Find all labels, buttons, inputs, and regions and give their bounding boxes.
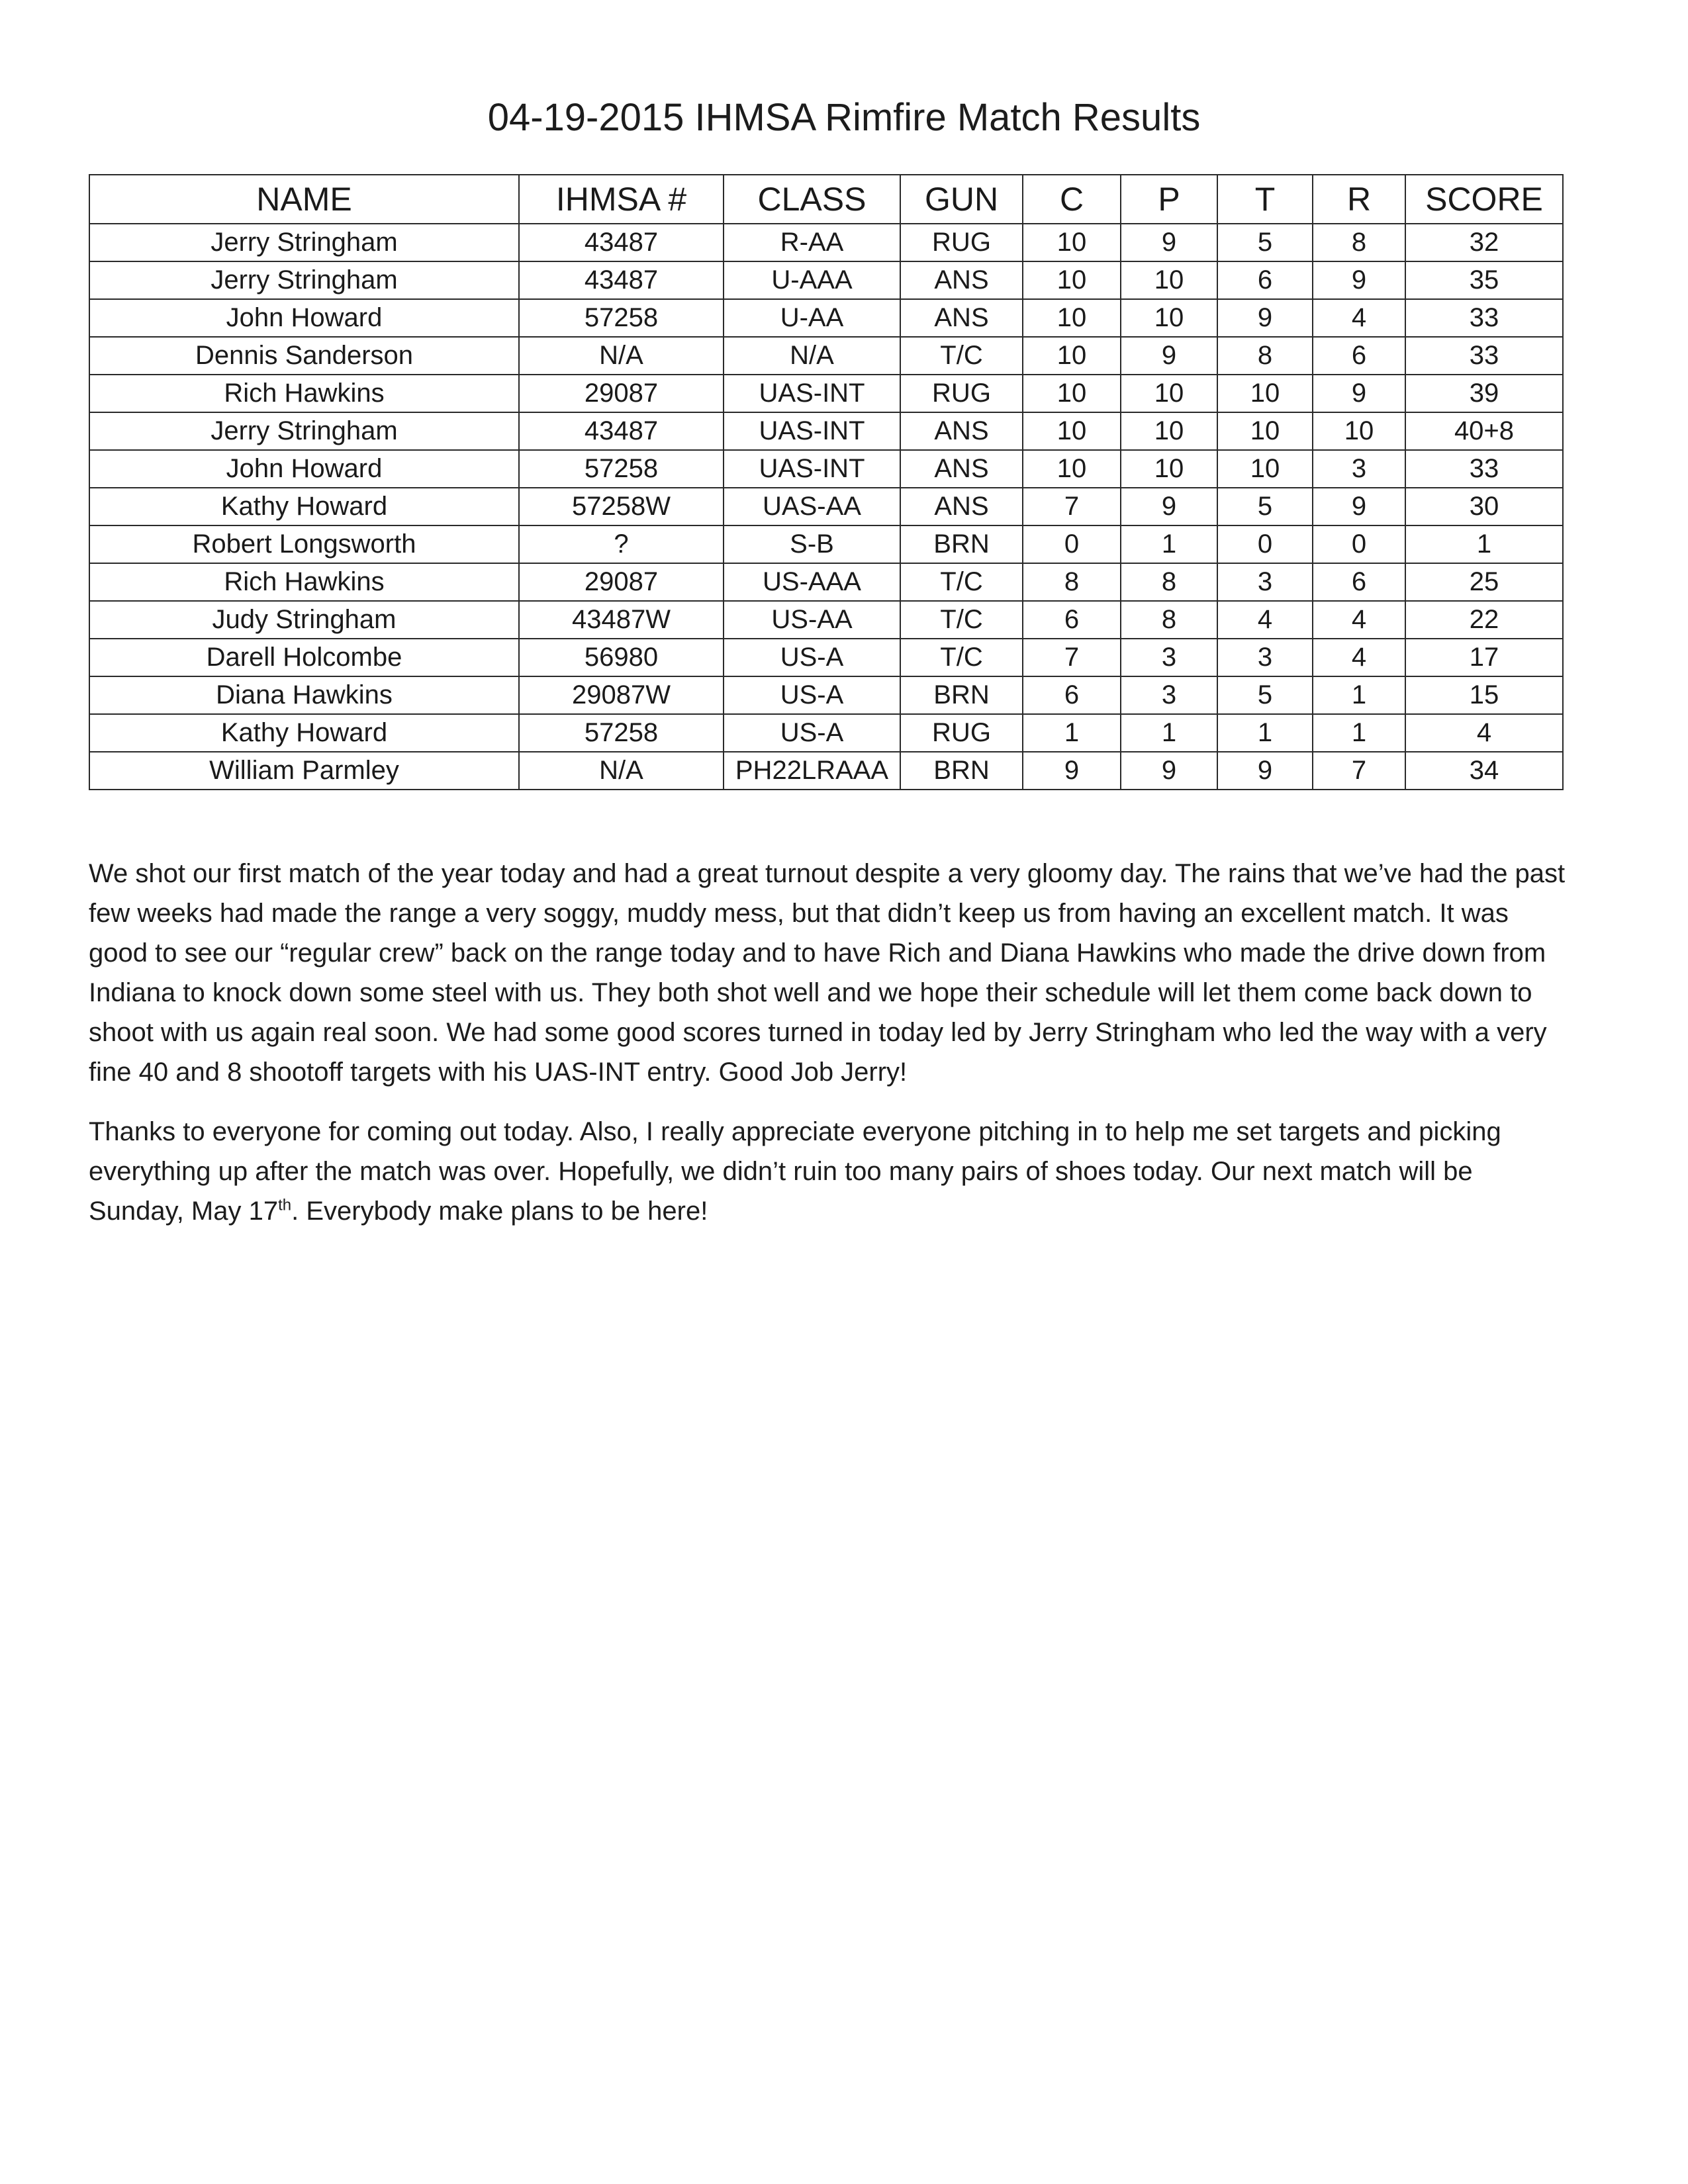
cell-gun: ANS	[900, 488, 1023, 525]
cell-p-score: 9	[1121, 337, 1217, 375]
cell-total-score: 33	[1405, 450, 1563, 488]
cell-ihmsa-number: N/A	[519, 752, 724, 790]
cell-ihmsa-number: ?	[519, 525, 724, 563]
cell-r-score: 3	[1313, 450, 1405, 488]
cell-gun: T/C	[900, 601, 1023, 639]
cell-ihmsa-number: 29087	[519, 563, 724, 601]
cell-ihmsa-number: 43487	[519, 412, 724, 450]
table-row	[89, 299, 1563, 337]
cell-name: Rich Hawkins	[89, 375, 519, 412]
cell-p-score: 8	[1121, 601, 1217, 639]
cell-r-score: 0	[1313, 525, 1405, 563]
thanks-text: Thanks to everyone for coming out today. Also, I really appreciate everyone pitching in to help me set targets and picking everything up after the match was over. Hopefully, we didn’t ruin too many pairs of shoes today. Our next match will be Sunday, May 17	[89, 1117, 1501, 1226]
cell-r-score: 9	[1313, 488, 1405, 525]
cell-c-score: 10	[1023, 412, 1121, 450]
cell-t-score: 3	[1217, 563, 1313, 601]
cell-p-score: 10	[1121, 375, 1217, 412]
cell-ihmsa-number: 43487	[519, 261, 724, 299]
cell-gun: T/C	[900, 639, 1023, 676]
cell-p-score: 3	[1121, 639, 1217, 676]
cell-class: U-AAA	[724, 261, 900, 299]
cell-c-score: 7	[1023, 488, 1121, 525]
cell-ihmsa-number: N/A	[519, 337, 724, 375]
ordinal-suffix: th	[278, 1196, 292, 1214]
cell-gun: BRN	[900, 676, 1023, 714]
cell-p-score: 10	[1121, 450, 1217, 488]
cell-class: N/A	[724, 337, 900, 375]
cell-c-score: 1	[1023, 714, 1121, 752]
cell-ihmsa-number: 57258	[519, 450, 724, 488]
cell-r-score: 4	[1313, 299, 1405, 337]
cell-gun: ANS	[900, 299, 1023, 337]
cell-p-score: 1	[1121, 525, 1217, 563]
cell-c-score: 8	[1023, 563, 1121, 601]
cell-t-score: 10	[1217, 375, 1313, 412]
cell-name: Judy Stringham	[89, 601, 519, 639]
cell-t-score: 0	[1217, 525, 1313, 563]
cell-r-score: 6	[1313, 563, 1405, 601]
cell-p-score: 10	[1121, 261, 1217, 299]
cell-ihmsa-number: 57258	[519, 714, 724, 752]
cell-r-score: 10	[1313, 412, 1405, 450]
cell-gun: BRN	[900, 525, 1023, 563]
cell-p-score: 9	[1121, 488, 1217, 525]
cell-r-score: 8	[1313, 224, 1405, 261]
cell-class: UAS-INT	[724, 412, 900, 450]
results-body	[89, 224, 1563, 790]
table-row	[89, 563, 1563, 601]
cell-p-score: 9	[1121, 752, 1217, 790]
table-row	[89, 639, 1563, 676]
cell-r-score: 7	[1313, 752, 1405, 790]
cell-gun: RUG	[900, 224, 1023, 261]
cell-p-score: 10	[1121, 299, 1217, 337]
cell-ihmsa-number: 43487W	[519, 601, 724, 639]
cell-total-score: 25	[1405, 563, 1563, 601]
cell-gun: ANS	[900, 412, 1023, 450]
cell-gun: BRN	[900, 752, 1023, 790]
column-header-total-score: SCORE	[1405, 175, 1563, 224]
cell-total-score: 30	[1405, 488, 1563, 525]
cell-name: Jerry Stringham	[89, 224, 519, 261]
cell-total-score: 33	[1405, 299, 1563, 337]
table-row	[89, 261, 1563, 299]
cell-t-score: 1	[1217, 714, 1313, 752]
cell-total-score: 35	[1405, 261, 1563, 299]
cell-class: S-B	[724, 525, 900, 563]
cell-gun: RUG	[900, 714, 1023, 752]
cell-c-score: 6	[1023, 676, 1121, 714]
cell-t-score: 9	[1217, 299, 1313, 337]
cell-ihmsa-number: 57258	[519, 299, 724, 337]
cell-t-score: 5	[1217, 676, 1313, 714]
cell-t-score: 8	[1217, 337, 1313, 375]
cell-ihmsa-number: 56980	[519, 639, 724, 676]
table-row	[89, 525, 1563, 563]
cell-r-score: 6	[1313, 337, 1405, 375]
cell-name: Dennis Sanderson	[89, 337, 519, 375]
cell-class: U-AA	[724, 299, 900, 337]
cell-class: UAS-INT	[724, 450, 900, 488]
cell-name: William Parmley	[89, 752, 519, 790]
cell-p-score: 8	[1121, 563, 1217, 601]
cell-total-score: 34	[1405, 752, 1563, 790]
cell-total-score: 39	[1405, 375, 1563, 412]
cell-name: Darell Holcombe	[89, 639, 519, 676]
cell-c-score: 10	[1023, 299, 1121, 337]
table-row	[89, 337, 1563, 375]
column-header-p-score: P	[1121, 175, 1217, 224]
cell-class: US-A	[724, 639, 900, 676]
cell-c-score: 6	[1023, 601, 1121, 639]
cell-class: PH22LRAAA	[724, 752, 900, 790]
cell-class: US-AAA	[724, 563, 900, 601]
cell-ihmsa-number: 29087W	[519, 676, 724, 714]
cell-p-score: 1	[1121, 714, 1217, 752]
table-row	[89, 488, 1563, 525]
cell-name: John Howard	[89, 450, 519, 488]
cell-total-score: 17	[1405, 639, 1563, 676]
cell-c-score: 10	[1023, 224, 1121, 261]
cell-gun: T/C	[900, 563, 1023, 601]
cell-c-score: 10	[1023, 375, 1121, 412]
cell-gun: ANS	[900, 261, 1023, 299]
cell-total-score: 22	[1405, 601, 1563, 639]
cell-total-score: 40+8	[1405, 412, 1563, 450]
cell-ihmsa-number: 43487	[519, 224, 724, 261]
results-table	[89, 174, 1564, 790]
cell-class: UAS-INT	[724, 375, 900, 412]
cell-gun: T/C	[900, 337, 1023, 375]
cell-r-score: 9	[1313, 375, 1405, 412]
cell-t-score: 9	[1217, 752, 1313, 790]
cell-p-score: 3	[1121, 676, 1217, 714]
table-row	[89, 714, 1563, 752]
cell-c-score: 0	[1023, 525, 1121, 563]
table-row	[89, 224, 1563, 261]
cell-t-score: 6	[1217, 261, 1313, 299]
cell-t-score: 5	[1217, 488, 1313, 525]
cell-name: Diana Hawkins	[89, 676, 519, 714]
cell-ihmsa-number: 57258W	[519, 488, 724, 525]
cell-c-score: 10	[1023, 450, 1121, 488]
table-row	[89, 412, 1563, 450]
cell-total-score: 15	[1405, 676, 1563, 714]
cell-p-score: 10	[1121, 412, 1217, 450]
cell-total-score: 33	[1405, 337, 1563, 375]
cell-r-score: 4	[1313, 639, 1405, 676]
cell-name: Rich Hawkins	[89, 563, 519, 601]
table-row	[89, 752, 1563, 790]
table-row	[89, 375, 1563, 412]
cell-r-score: 1	[1313, 714, 1405, 752]
cell-total-score: 32	[1405, 224, 1563, 261]
cell-name: John Howard	[89, 299, 519, 337]
column-header-t-score: T	[1217, 175, 1313, 224]
cell-c-score: 10	[1023, 261, 1121, 299]
table-row	[89, 450, 1563, 488]
cell-ihmsa-number: 29087	[519, 375, 724, 412]
column-header-ihmsa-number: IHMSA #	[519, 175, 724, 224]
header-row	[89, 175, 1563, 224]
cell-t-score: 5	[1217, 224, 1313, 261]
cell-class: US-AA	[724, 601, 900, 639]
table-row	[89, 676, 1563, 714]
cell-gun: RUG	[900, 375, 1023, 412]
column-header-class: CLASS	[724, 175, 900, 224]
column-header-c-score: C	[1023, 175, 1121, 224]
page-title: 04-19-2015 IHMSA Rimfire Match Results	[487, 96, 1201, 139]
cell-name: Robert Longsworth	[89, 525, 519, 563]
cell-class: US-A	[724, 676, 900, 714]
cell-total-score: 4	[1405, 714, 1563, 752]
cell-class: R-AA	[724, 224, 900, 261]
cell-class: UAS-AA	[724, 488, 900, 525]
column-header-gun: GUN	[900, 175, 1023, 224]
cell-c-score: 9	[1023, 752, 1121, 790]
cell-gun: ANS	[900, 450, 1023, 488]
cell-c-score: 10	[1023, 337, 1121, 375]
cell-t-score: 4	[1217, 601, 1313, 639]
cell-class: US-A	[724, 714, 900, 752]
thanks-closing: . Everybody make plans to be here!	[291, 1197, 708, 1226]
thanks-paragraph	[89, 1112, 1571, 1231]
cell-t-score: 10	[1217, 412, 1313, 450]
cell-r-score: 9	[1313, 261, 1405, 299]
cell-name: Jerry Stringham	[89, 261, 519, 299]
cell-r-score: 1	[1313, 676, 1405, 714]
summary-paragraph: We shot our first match of the year today and had a great turnout despite a very gloomy day. The rains that we’ve had the past few weeks had made the range a very soggy, muddy mess, but that didn’t keep us from having an excellent match. It was good to see our “regular crew” back on the range today and to have Rich and Diana Hawkins who made the drive down from Indiana to knock down some steel with us. They both shot well and we hope their schedule will let them come back down to shoot with us again real soon. We had some good scores turned in today led by Jerry Stringham who led the way with a very fine 40 and 8 shootoff targets with his UAS-INT entry. Good Job Jerry!	[89, 859, 1566, 1087]
cell-name: Kathy Howard	[89, 714, 519, 752]
column-header-r-score: R	[1313, 175, 1405, 224]
cell-t-score: 3	[1217, 639, 1313, 676]
cell-name: Jerry Stringham	[89, 412, 519, 450]
column-header-name: NAME	[89, 175, 519, 224]
cell-total-score: 1	[1405, 525, 1563, 563]
cell-name: Kathy Howard	[89, 488, 519, 525]
cell-p-score: 9	[1121, 224, 1217, 261]
table-row	[89, 601, 1563, 639]
cell-c-score: 7	[1023, 639, 1121, 676]
cell-r-score: 4	[1313, 601, 1405, 639]
cell-t-score: 10	[1217, 450, 1313, 488]
